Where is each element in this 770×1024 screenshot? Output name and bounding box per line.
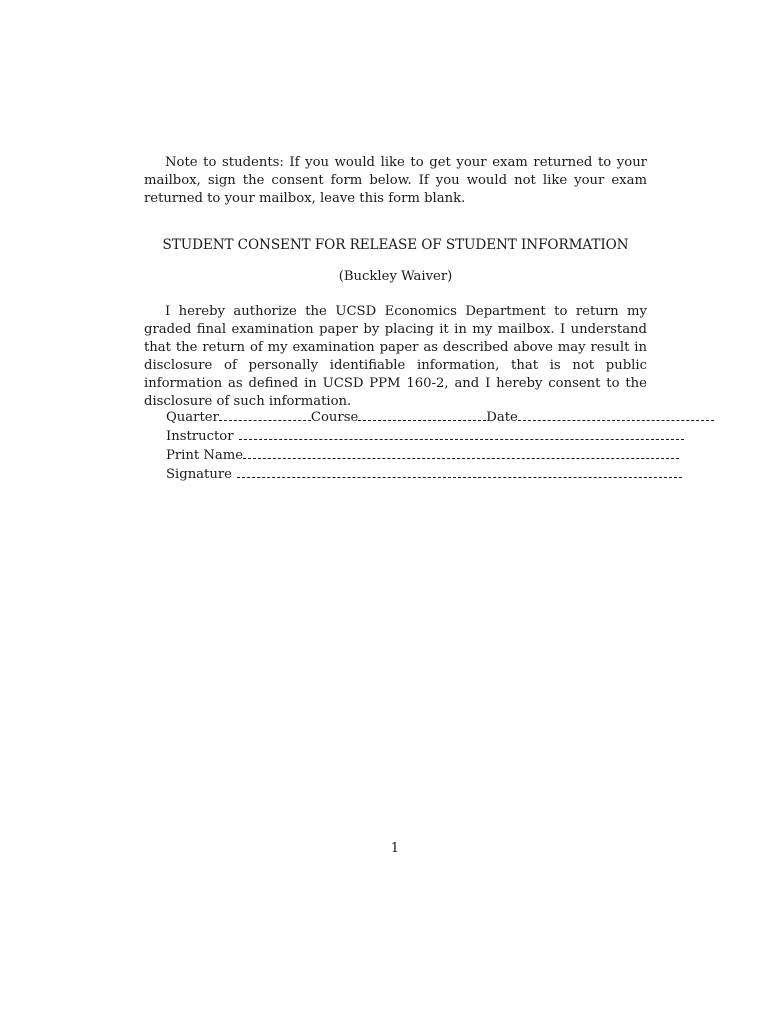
signature-row	[166, 465, 714, 484]
print-name-field[interactable]	[243, 446, 679, 459]
signature-field[interactable]	[237, 465, 682, 478]
consent-form-fields	[166, 408, 714, 484]
date-field[interactable]	[518, 408, 714, 421]
signature-label: Signature	[166, 467, 232, 482]
print-name-label: Print Name	[166, 448, 244, 463]
form-subtitle: (Buckley Waiver)	[338, 269, 453, 284]
quarter-course-date-row	[166, 408, 714, 427]
course-label: Course	[310, 410, 359, 425]
form-title: STUDENT CONSENT FOR RELEASE OF STUDENT INFORMATION	[162, 237, 629, 253]
print-name-row	[166, 446, 714, 465]
date-label: Date	[486, 410, 518, 425]
instructor-label: Instructor	[166, 429, 234, 444]
authorization-text: I hereby authorize the UCSD Economics Department to return my graded final examination paper by placing it in my mailbox. I understand that the return of my examination paper as described above may result in disclosure of personally identifiable information, that is not public information as defined in UCSD PPM 160-2, and I hereby consent to the disclosure of such information.	[144, 304, 647, 409]
quarter-label: Quarter	[166, 410, 219, 425]
course-field[interactable]	[358, 408, 486, 421]
quarter-field[interactable]	[219, 408, 311, 421]
page-number: 1	[390, 841, 400, 856]
note-to-students: Note to students: If you would like to get your exam returned to your mailbox, sign the consent form below. If you would not like your exam returned to your mailbox, leave this form blank.	[144, 155, 647, 206]
instructor-row	[166, 427, 714, 446]
instructor-field[interactable]	[239, 427, 684, 440]
